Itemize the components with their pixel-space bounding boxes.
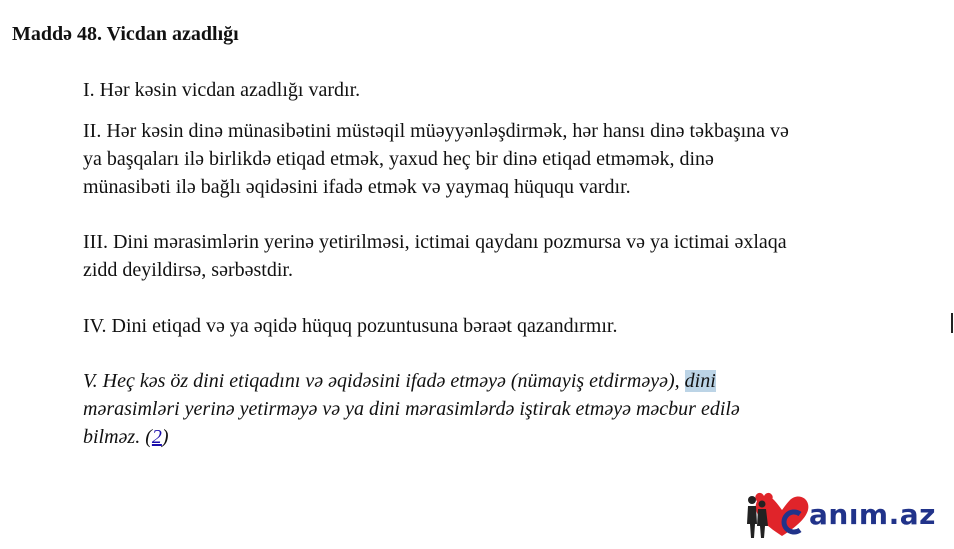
paragraph-1 [83, 76, 945, 104]
paragraph-5 [83, 367, 945, 451]
canim-az-logo[interactable] [742, 490, 947, 540]
paragraph-5-line-1-text: V. Heç kəs öz dini etiqadını və əqidəsini ifadə etməyə (nümayiş etdirməyə), [83, 370, 685, 392]
paragraph-2-line-2: ya başqaları ilə birlikdə etiqad etmək, yaxud heç bir dinə etiqad etməmək, dinə [83, 148, 714, 170]
paragraph-2 [83, 117, 945, 201]
paragraph-5-line-2: mərasimləri yerinə yetirməyə və ya dini mərasimlərdə iştirak etməyə məcbur edilə [83, 398, 740, 420]
paragraph-1-line-1: I. Hər kəsin vicdan azadlığı vardır. [83, 79, 361, 101]
article-title: Maddə 48. Vicdan azadlığı [12, 23, 239, 45]
paragraph-2-line-1: II. Hər kəsin dinə münasibətini müstəqil müəyyənləşdirmək, hər hansı dinə təkbaşına və [83, 120, 789, 142]
paragraph-5-line-3-close: ) [161, 426, 169, 448]
paragraph-2-line-3: münasibəti ilə bağlı əqidəsini ifadə etmək və yaymaq hüququ vardır. [83, 176, 631, 198]
paragraph-4-line-1: IV. Dini etiqad və ya əqidə hüquq pozuntusuna bəraət qazandırmır. [83, 315, 618, 337]
logo-text: anım.az [809, 498, 936, 531]
paragraph-5-line-3-text: bilməz. ( [83, 426, 152, 448]
paragraph-3-line-2: zidd deyildirsə, sərbəstdir. [83, 259, 293, 281]
paragraph-5-line-3 [83, 423, 945, 451]
text-cursor-mark [951, 313, 953, 333]
paragraph-4 [83, 312, 945, 340]
paragraph-5-line-1 [83, 367, 945, 395]
paragraph-3 [83, 228, 945, 284]
footnote-link-2[interactable]: 2 [151, 426, 162, 448]
selected-text-highlight[interactable]: dini [684, 370, 716, 392]
paragraph-3-line-1: III. Dini mərasimlərin yerinə yetirilməsi, ictimai qaydanı pozmursa və ya ictimai əxlaqa [83, 231, 787, 253]
